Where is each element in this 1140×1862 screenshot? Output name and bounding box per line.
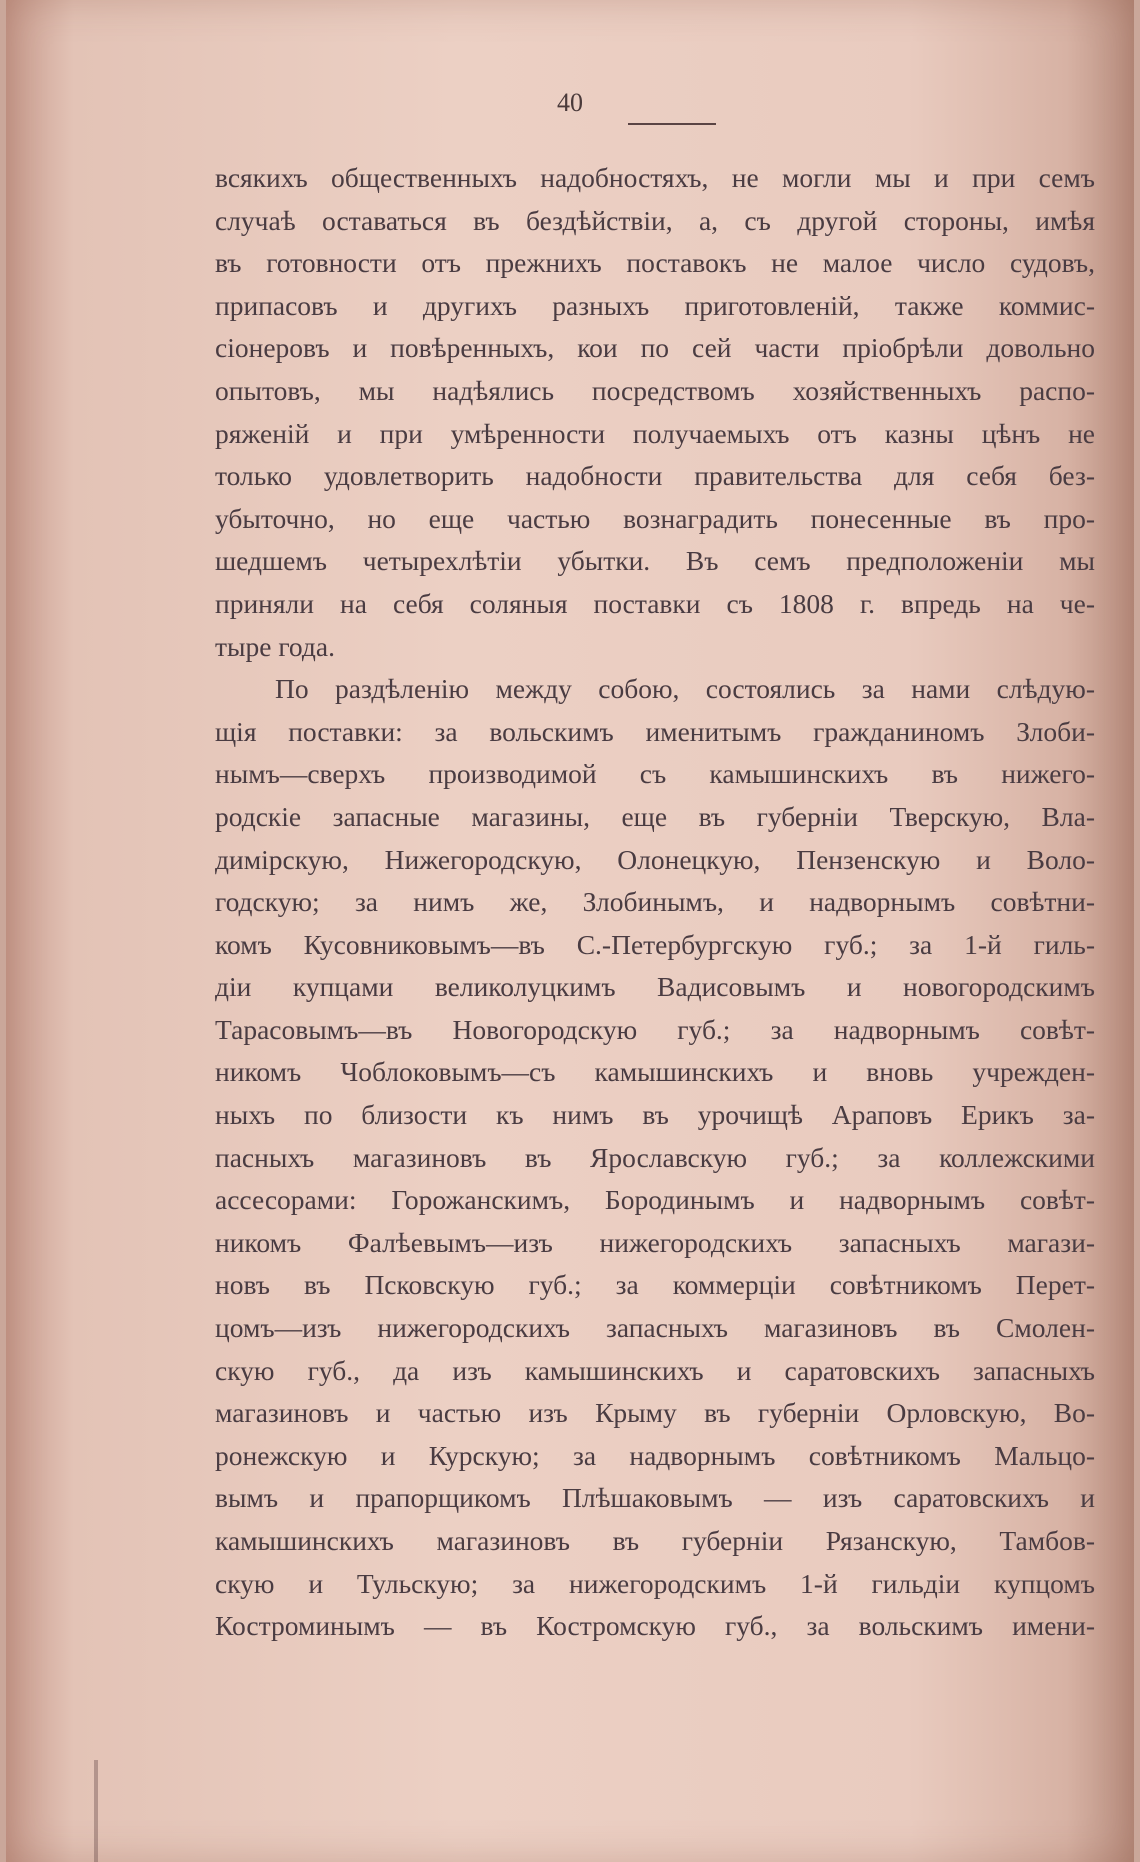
text-line: цомъ—изъ нижегородскихъ запасныхъ магазиновъ въ Смолен- (215, 1312, 1095, 1344)
scan-edge-mark (94, 1760, 98, 1862)
text-line: случаѣ оставаться въ бездѣйствіи, а, съ другой стороны, имѣя (215, 204, 1095, 236)
text-line: только удовлетворить надобности правительства для себя без- (215, 460, 1095, 492)
text-line: Тарасовымъ—въ Новогородскую губ.; за надворнымъ совѣт- (215, 1013, 1095, 1045)
text-line: димірскую, Нижегородскую, Олонецкую, Пензенскую и Воло- (215, 843, 1095, 875)
text-line: Костроминымъ — въ Костромскую губ., за вольскимъ имени- (215, 1610, 1095, 1642)
text-line: припасовъ и другихъ разныхъ приготовленій, также коммис- (215, 289, 1095, 321)
text-line: родскіе запасные магазины, еще въ губерніи Тверскую, Вла- (215, 800, 1095, 832)
text-line: новъ въ Псковскую губ.; за коммерціи совѣтникомъ Перет- (215, 1269, 1095, 1301)
text-line: годскую; за нимъ же, Злобинымъ, и надворнымъ совѣтни- (215, 886, 1095, 918)
text-line: По раздѣленію между собою, состоялись за нами слѣдую- (275, 673, 1095, 705)
text-line: ассесорами: Горожанскимъ, Бородинымъ и надворнымъ совѣт- (215, 1184, 1095, 1216)
text-line: пасныхъ магазиновъ въ Ярославскую губ.; за коллежскими (215, 1141, 1095, 1173)
text-line: никомъ Чоблоковымъ—съ камышинскихъ и вновь учрежден- (215, 1056, 1095, 1088)
body-text (215, 157, 1095, 1648)
text-line: убыточно, но еще частью вознаградить понесенные въ про- (215, 502, 1095, 534)
text-line: діи купцами великолуцкимъ Вадисовымъ и новогородскимъ (215, 971, 1095, 1003)
text-line: камышинскихъ магазиновъ въ губерніи Рязанскую, Тамбов- (215, 1525, 1095, 1556)
text-line: никомъ Фалѣевымъ—изъ нижегородскихъ запасныхъ магази- (215, 1226, 1095, 1258)
text-line: въ готовности отъ прежнихъ поставокъ не малое число судовъ, (215, 247, 1095, 279)
text-line: приняли на себя соляныя поставки съ 1808 г. впредь на че- (215, 587, 1095, 619)
text-line: магазиновъ и частью изъ Крыму въ губерніи Орловскую, Во- (215, 1397, 1095, 1429)
text-line: щія поставки: за вольскимъ именитымъ гражданиномъ Злоби- (215, 715, 1095, 747)
text-line: комъ Кусовниковымъ—въ С.-Петербургскую губ.; за 1-й гиль- (215, 928, 1095, 960)
text-line: опытовъ, мы надѣялись посредствомъ хозяйственныхъ распо- (215, 374, 1095, 406)
text-line: сіонеровъ и повѣренныхъ, кои по сей части пріобрѣли довольно (215, 332, 1095, 364)
text-line: тыре года. (215, 630, 335, 662)
page-number-rule (628, 123, 716, 125)
page-number: 40 (557, 88, 583, 117)
text-line: вымъ и прапорщикомъ Плѣшаковымъ — изъ саратовскихъ и (215, 1482, 1095, 1514)
book-page (6, 0, 1134, 1862)
text-line: нымъ—сверхъ производимой съ камышинскихъ въ нижего- (215, 758, 1095, 790)
text-line: скую губ., да изъ камышинскихъ и саратовскихъ запасныхъ (215, 1354, 1095, 1386)
text-line: шедшемъ четырехлѣтіи убытки. Въ семъ предположеніи мы (215, 545, 1095, 577)
text-line: ронежскую и Курскую; за надворнымъ совѣтникомъ Мальцо- (215, 1439, 1095, 1471)
text-line: скую и Тульскую; за нижегородскимъ 1-й гильдіи купцомъ (215, 1567, 1095, 1599)
text-line: всякихъ общественныхъ надобностяхъ, не могли мы и при семъ (215, 162, 1095, 193)
text-line: ряженій и при умѣренности получаемыхъ отъ казны цѣнъ не (215, 417, 1095, 449)
text-line: ныхъ по близости къ нимъ въ урочищѣ Араповъ Ерикъ за- (215, 1099, 1095, 1131)
